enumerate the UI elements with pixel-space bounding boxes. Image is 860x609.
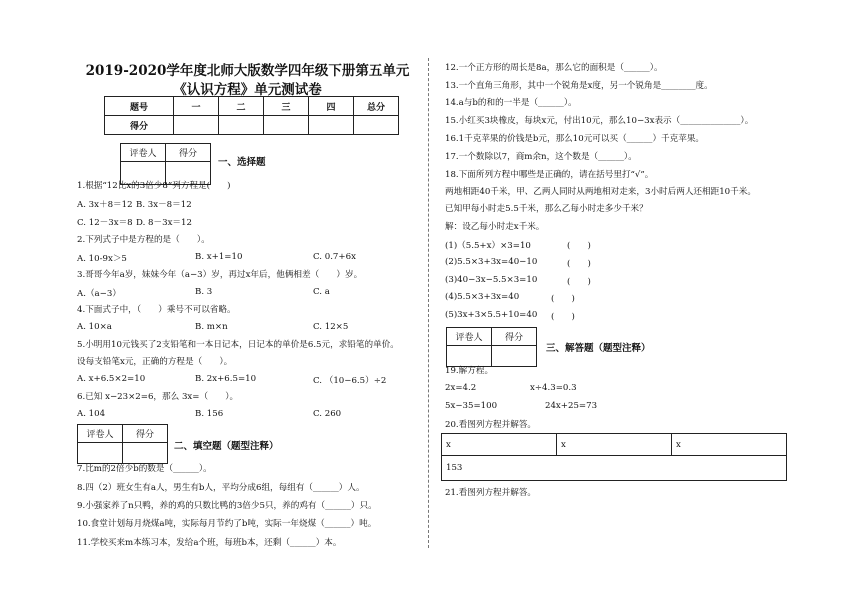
equation-item: (1)（5.5+x）×3=10	[445, 241, 531, 251]
option-a: A. 104	[77, 409, 106, 419]
figure-cell-x: x	[672, 434, 787, 456]
question-17: 17.一个数除以7，商m余n，这个数是（______）。	[445, 152, 637, 162]
option-a: A. 3x＋8＝12	[77, 200, 133, 210]
score-label: 得分	[166, 144, 211, 162]
question-9: 9.小强家养了n只鸭，养的鸡的只数比鸭的3倍少5只，养的鸡有（______）只。	[77, 501, 377, 511]
option-c: C. （10−6.5）÷2	[313, 376, 387, 386]
grader-label: 评卷人	[121, 144, 166, 162]
grader-cell	[447, 346, 492, 367]
score-header-cell: 题号	[105, 97, 174, 116]
figure-total: 153	[442, 456, 787, 481]
question-18-desc: 已知甲每小时走5.5千米，那么乙每小时走多少千米？	[445, 204, 648, 214]
equation: x÷4.3=0.3	[530, 383, 577, 393]
answer-paren: ( )	[551, 294, 575, 304]
section-heading-2: 二、填空题（题型注释）	[174, 441, 279, 452]
answer-paren: ( )	[567, 241, 591, 251]
figure-row	[442, 456, 787, 481]
question-18-desc: 两地相距40千米，甲、乙两人同时从两地相对走来，3小时后两人还相距10千米。	[445, 187, 756, 197]
section-heading-1: 一、选择题	[218, 157, 266, 168]
figure-cell-x: x	[557, 434, 672, 456]
answer-paren: ( )	[567, 277, 591, 287]
question-2: 2.下列式子中是方程的是（ ）。	[77, 235, 210, 245]
score-header-cell: 二	[219, 97, 264, 116]
question-18-desc: 解：设乙每小时走x千米。	[445, 222, 545, 232]
score-table-row	[105, 116, 399, 135]
score-table	[104, 96, 399, 135]
grader-box	[77, 424, 168, 464]
grader-cell	[78, 443, 123, 464]
score-cell	[219, 116, 264, 135]
option-b: B. m×n	[195, 322, 228, 332]
question-4: 4.下面式子中，（ ）乘号不可以省略。	[77, 305, 236, 315]
question-18: 18.下面所列方程中哪些是正确的，请在括号里打“√”。	[445, 170, 654, 180]
option-b: B. 156	[195, 409, 224, 419]
question-5: 5.小明用10元钱买了2支铅笔和一本日记本，日记本的单价是6.5元，求铅笔的单价。	[77, 340, 399, 350]
score-cell	[354, 116, 399, 135]
score-cell	[264, 116, 309, 135]
score-header-cell: 总分	[354, 97, 399, 116]
question-20-figure	[441, 433, 786, 481]
question-1: 1.根据“12比x的3倍少8”列方程是( )	[77, 181, 231, 191]
question-3: 3.哥哥今年a岁，妹妹今年（a−3）岁，再过x年后，他俩相差（ ）岁。	[77, 270, 363, 280]
page-title: 2019-2020学年度北师大版数学四年级下册第五单元《认识方程》单元测试卷	[85, 63, 410, 98]
equation: 24x+25=73	[545, 401, 598, 411]
question-19: 19.解方程。	[445, 366, 494, 376]
option-c: C. 260	[313, 409, 342, 419]
option-c: C. 12×5	[313, 322, 349, 332]
score-header-cell: 一	[174, 97, 219, 116]
question-21: 21.看图列方程并解答。	[445, 488, 537, 498]
equation: 5x−35=100	[445, 401, 498, 411]
figure-row	[442, 434, 787, 456]
score-header-cell: 三	[264, 97, 309, 116]
answer-paren: ( )	[567, 259, 591, 269]
grader-cell	[492, 346, 537, 367]
question-13: 13.一个直角三角形，其中一个锐角是x度，另一个锐角是________度。	[445, 81, 713, 91]
grader-box	[120, 143, 211, 185]
question-12: 12.一个正方形的周长是8a，那么它的面积是（______）。	[445, 63, 663, 73]
answer-paren: ( )	[551, 312, 575, 322]
option-c: C. 12－3x＝8	[77, 218, 133, 228]
score-cell	[174, 116, 219, 135]
score-table-header-row	[105, 97, 399, 116]
option-b: B. 3	[195, 287, 213, 297]
option-a: A. 10×a	[77, 322, 112, 332]
equation-item: (3)40−3x−5.5×3=10	[445, 275, 538, 285]
equation-item: (5)3x+3×5.5+10=40	[445, 310, 538, 320]
score-label: 得分	[492, 328, 537, 346]
equation: 2x=4.2	[445, 383, 477, 393]
option-a: A. x+6.5×2=10	[77, 374, 146, 384]
question-16: 16.1千克苹果的价钱是b元，那么10元可以买（______）千克苹果。	[445, 134, 705, 144]
figure-cell-x: x	[442, 434, 557, 456]
question-15: 15.小红买3块橡皮，每块x元，付出10元，那么10−3x表示（______________）。	[445, 116, 754, 126]
question-6: 6.已知 x−23×2=6，那么 3x=（ ）。	[77, 392, 239, 402]
question-14: 14.a与b的和的一半是（______）。	[445, 98, 577, 108]
option-c: C. 0.7+6x	[313, 252, 356, 262]
column-divider	[428, 58, 429, 548]
score-label: 得分	[123, 425, 168, 443]
question-20: 20.看图列方程并解答。	[445, 420, 537, 430]
equation-item: (2)5.5×3+3x=40−10	[445, 257, 538, 267]
equation-item: (4)5.5×3+3x=40	[445, 292, 520, 302]
question-8: 8.四（2）班女生有a人，男生有b人，平均分成6组，每组有（______）人。	[77, 483, 365, 493]
score-header-cell: 四	[309, 97, 354, 116]
question-11: 11.学校买来m本练习本，发给a个班，每班b本，还剩（______）本。	[77, 538, 342, 548]
question-10: 10.食堂计划每月烧煤a吨，实际每月节约了b吨，实际一年烧煤（______）吨。	[77, 519, 377, 529]
option-a: A. 10-9x＞5	[77, 254, 127, 264]
option-b: B. x+1=10	[195, 252, 243, 262]
grader-box	[446, 327, 537, 367]
question-5-cont: 设每支铅笔x元，正确的方程是（ ）。	[77, 357, 233, 367]
grader-label: 评卷人	[447, 328, 492, 346]
option-c: C. a	[313, 287, 330, 297]
option-b: B. 3x－8＝12	[136, 200, 192, 210]
option-d: D. 8－3x＝12	[136, 218, 192, 228]
score-cell	[309, 116, 354, 135]
question-7: 7.比m的2倍少b的数是（______）。	[77, 464, 212, 474]
score-row-label: 得分	[105, 116, 174, 135]
section-heading-3: 三、解答题（题型注释）	[546, 343, 651, 354]
option-b: B. 2x+6.5=10	[195, 374, 257, 384]
grader-label: 评卷人	[78, 425, 123, 443]
grader-cell	[123, 443, 168, 464]
option-a: A.（a−3）	[77, 289, 121, 299]
